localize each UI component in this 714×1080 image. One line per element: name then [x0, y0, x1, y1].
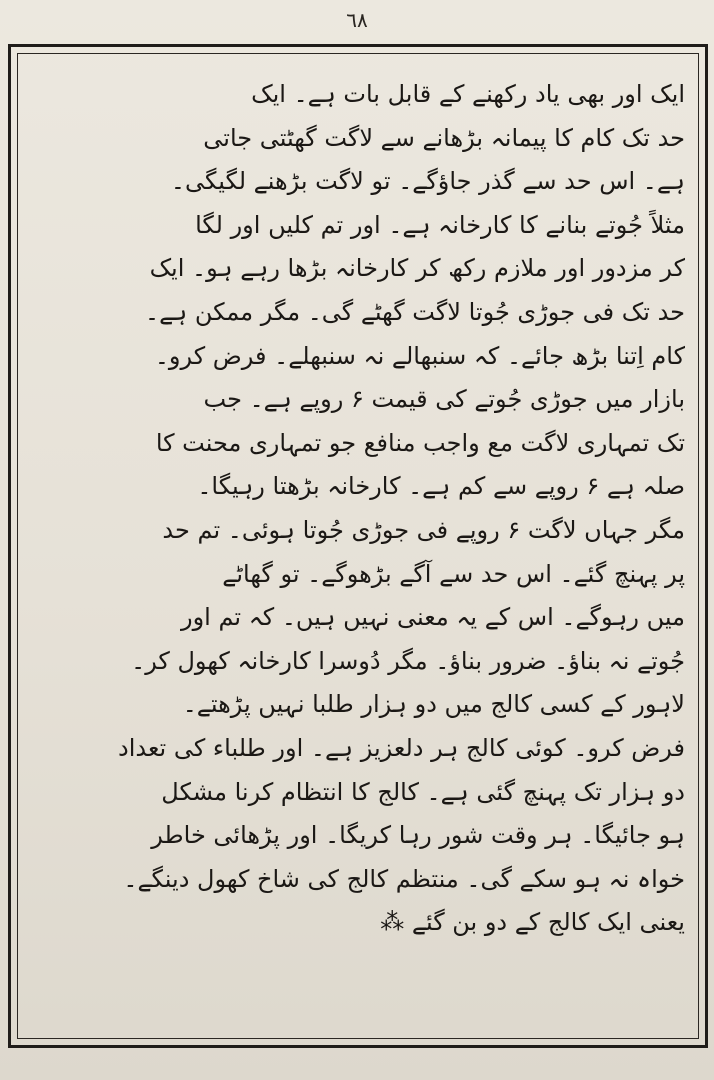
text-line: یعنی ایک کالج کے دو بن گئے ⁂	[380, 908, 685, 937]
text-line: کام اِتنا بڑھ جائے۔ کہ سنبھالے نہ سنبھلے۔ فرض کرو۔	[154, 341, 685, 370]
text-line: حد تک فی جوڑی جُوتا لاگت گھٹے گی۔ مگر ممکن ہے۔	[145, 297, 685, 326]
text-line: ایک اور بھی یاد رکھنے کے قابل بات ہے۔ ایک	[251, 80, 685, 108]
text-line: تک تمہاری لاگت مع واجب منافع جو تمہاری محنت کا	[155, 428, 685, 457]
text-line: ہے۔ اس حد سے گذر جاؤگے۔ تو لاگت بڑھنے لگیگی۔	[170, 167, 685, 196]
text-line: خواہ نہ ہو سکے گی۔ منتظم کالج کی شاخ کھول دینگے۔	[123, 864, 685, 893]
text-line: مگر جہاں لاگت ۶ روپے فی جوڑی جُوتا ہوئی۔ تم حد	[162, 515, 685, 544]
text-line: دو ہزار تک پہنچ گئی ہے۔ کالج کا انتظام کرنا مشکل	[161, 777, 685, 806]
text-line: کر مزدور اور ملازم رکھ کر کارخانہ بڑھا رہے ہو۔ ایک	[149, 254, 685, 283]
text-line: لاہور کے کسی کالج میں دو ہزار طلبا نہیں پڑھتے۔	[182, 690, 685, 719]
body-text	[31, 73, 685, 945]
text-line: جُوتے نہ بناؤ۔ ضرور بناؤ۔ مگر دُوسرا کارخانہ کھول کر۔	[131, 646, 685, 675]
text-line: پر پہنچ گئے۔ اس حد سے آگے بڑھوگے۔ تو گھاٹے	[222, 559, 685, 588]
text-line: صلہ ہے ۶ روپے سے کم ہے۔ کارخانہ بڑھتا رہیگا۔	[197, 472, 685, 501]
page-number: ٦٨	[346, 8, 368, 32]
text-line: ہو جائیگا۔ ہر وقت شور رہا کریگا۔ اور پڑھائی خاطر	[151, 821, 685, 850]
text-line: میں رہوگے۔ اس کے یہ معنی نہیں ہیں۔ کہ تم اور	[180, 603, 685, 632]
text-line: مثلاً جُوتے بنانے کا کارخانہ ہے۔ اور تم کلیں اور لگا	[195, 210, 685, 239]
text-line: حد تک کام کا پیمانہ بڑھانے سے لاگت گھٹتی جاتی	[203, 123, 685, 152]
text-line: فرض کرو۔ کوئی کالج ہر دلعزیز ہے۔ اور طلباء کی تعداد	[118, 733, 685, 762]
text-line: بازار میں جوڑی جُوتے کی قیمت ۶ روپے ہے۔ جب	[203, 385, 685, 414]
page-border-frame	[8, 44, 708, 1048]
